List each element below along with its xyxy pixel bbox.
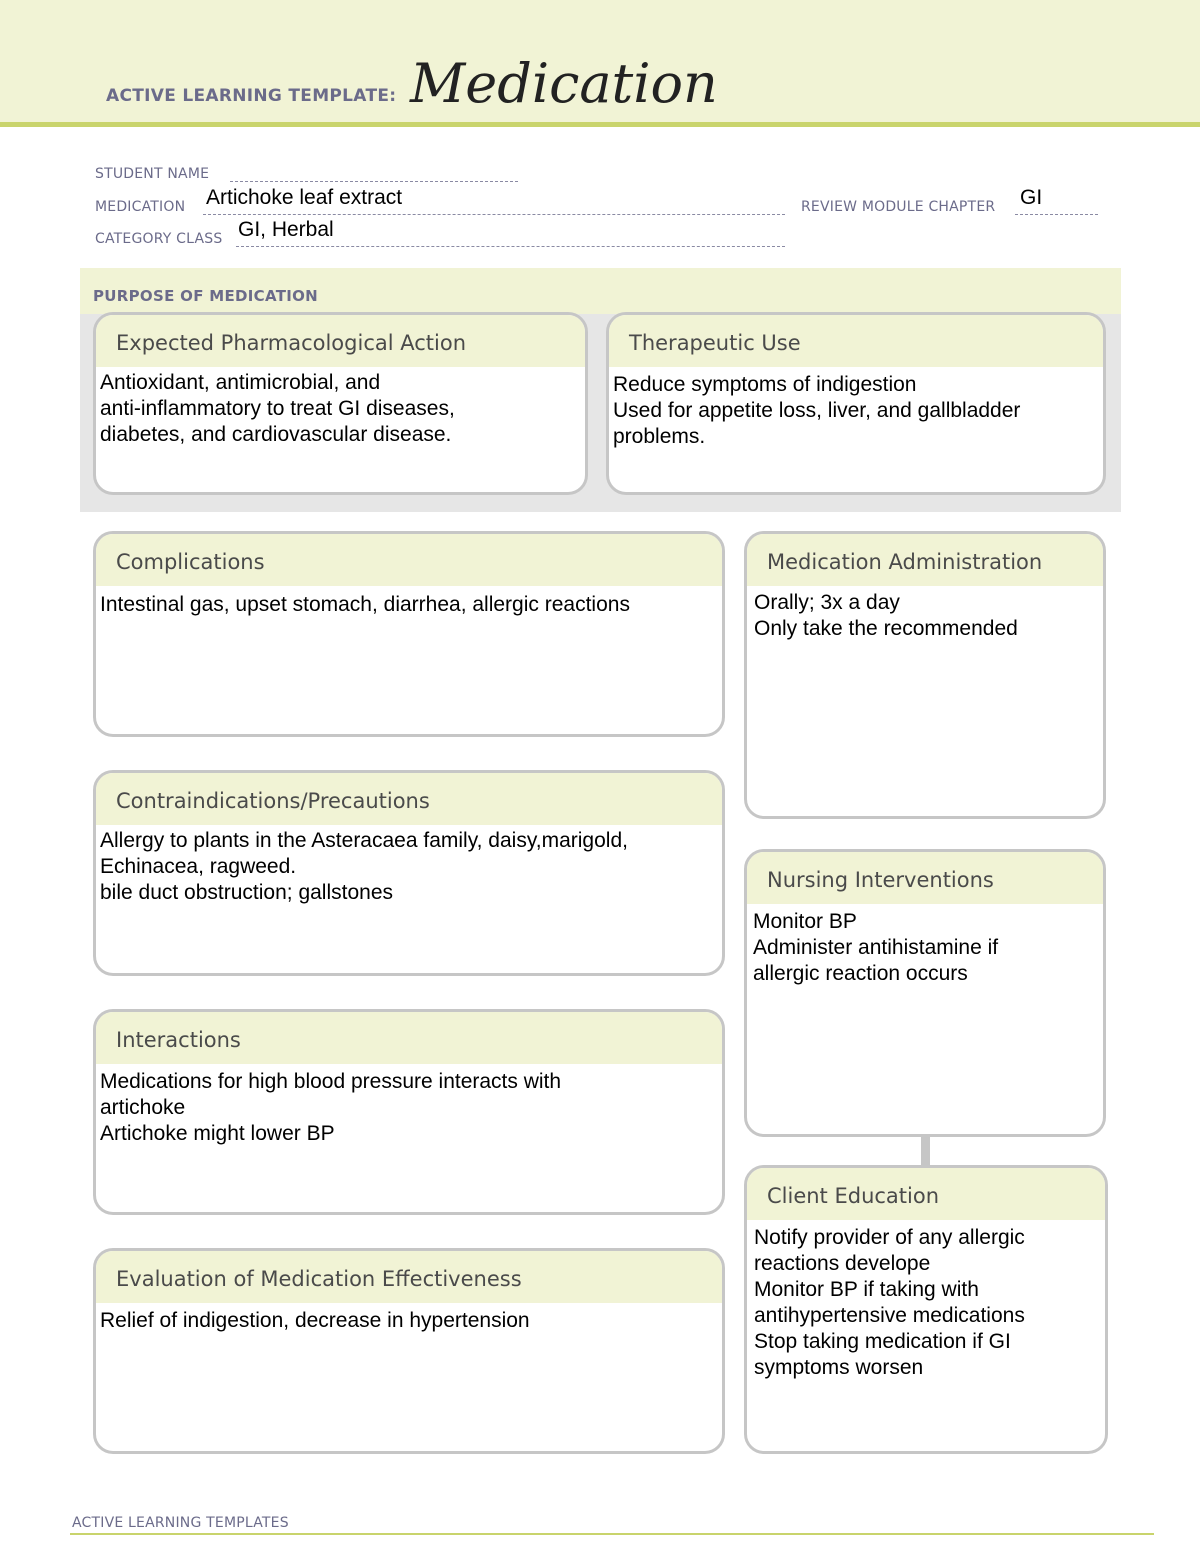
contraindications-title: Contraindications/Precautions (96, 773, 722, 825)
text-line: antihypertensive medications (754, 1304, 1025, 1327)
text-line: Monitor BP (753, 910, 857, 933)
contraindications-text (96, 825, 722, 906)
text-line: anti-inflammatory to treat GI diseases, (100, 397, 455, 420)
text-line: Orally; 3x a day (754, 591, 900, 614)
text-line: Artichoke might lower BP (100, 1122, 335, 1145)
text-line: Notify provider of any allergic (754, 1226, 1025, 1249)
category-class-value: GI, Herbal (238, 218, 334, 241)
text-line: Only take the recommended (754, 617, 1018, 640)
evaluation-text (96, 1303, 722, 1334)
text-line: allergic reaction occurs (753, 962, 968, 985)
template-title: Medication (410, 52, 718, 115)
interactions-title: Interactions (96, 1012, 722, 1064)
student-name-label: STUDENT NAME (95, 166, 210, 182)
text-line: Reduce symptoms of indigestion (613, 373, 917, 396)
administration-text (747, 586, 1103, 642)
category-class-label: CATEGORY CLASS (95, 231, 223, 247)
nursing-interventions-title: Nursing Interventions (747, 852, 1103, 904)
evaluation-title: Evaluation of Medication Effectiveness (96, 1251, 722, 1303)
text-line: Intestinal gas, upset stomach, diarrhea, allergic reactions (100, 593, 630, 616)
text-line: diabetes, and cardiovascular disease. (100, 423, 452, 446)
administration-title: Medication Administration (747, 534, 1103, 586)
interactions-text (96, 1064, 722, 1147)
complications-box (93, 531, 725, 737)
text-line: problems. (613, 425, 706, 448)
text-line: Antioxidant, antimicrobial, and (100, 371, 381, 394)
therapeutic-use-box (606, 312, 1106, 495)
review-module-label: REVIEW MODULE CHAPTER (801, 199, 996, 215)
therapeutic-use-title: Therapeutic Use (609, 315, 1103, 367)
medication-label: MEDICATION (95, 199, 186, 215)
review-module-value: GI (1020, 186, 1043, 209)
therapeutic-use-text (609, 367, 1103, 450)
nursing-interventions-box (744, 849, 1106, 1137)
text-line: Stop taking medication if GI (754, 1330, 1011, 1353)
contraindications-box (93, 770, 725, 976)
header-rule (0, 122, 1200, 127)
complications-text (96, 586, 722, 618)
text-line: Relief of indigestion, decrease in hypertension (100, 1309, 530, 1332)
expected-action-text (96, 367, 585, 448)
client-education-box (744, 1165, 1108, 1454)
text-line: reactions develope (754, 1252, 931, 1275)
expected-action-title: Expected Pharmacological Action (96, 315, 585, 367)
text-line: artichoke (100, 1096, 186, 1119)
text-line: Echinacea, ragweed. (100, 855, 297, 878)
text-line: Used for appetite loss, liver, and gallbladder (613, 399, 1021, 422)
interactions-box (93, 1009, 725, 1215)
client-education-title: Client Education (747, 1168, 1105, 1220)
student-name-field[interactable] (230, 166, 518, 182)
administration-box (744, 531, 1106, 819)
text-line: Monitor BP if taking with (754, 1278, 979, 1301)
text-line: bile duct obstruction; gallstones (100, 881, 394, 904)
expected-action-box (93, 312, 588, 495)
purpose-title: PURPOSE OF MEDICATION (93, 287, 319, 305)
text-line: Administer antihistamine if (753, 936, 999, 959)
footer-text: ACTIVE LEARNING TEMPLATES (72, 1515, 289, 1531)
text-line: Medications for high blood pressure interacts with (100, 1070, 562, 1093)
footer-rule (70, 1533, 1154, 1535)
template-prefix: ACTIVE LEARNING TEMPLATE: (106, 86, 397, 106)
complications-title: Complications (96, 534, 722, 586)
box-connector (921, 1135, 930, 1166)
nursing-interventions-text (747, 904, 1103, 987)
evaluation-box (93, 1248, 725, 1454)
text-line: symptoms worsen (754, 1356, 924, 1379)
client-education-text (747, 1220, 1105, 1381)
medication-value: Artichoke leaf extract (206, 186, 403, 209)
text-line: Allergy to plants in the Asteracaea family, daisy,marigold, (100, 829, 628, 852)
